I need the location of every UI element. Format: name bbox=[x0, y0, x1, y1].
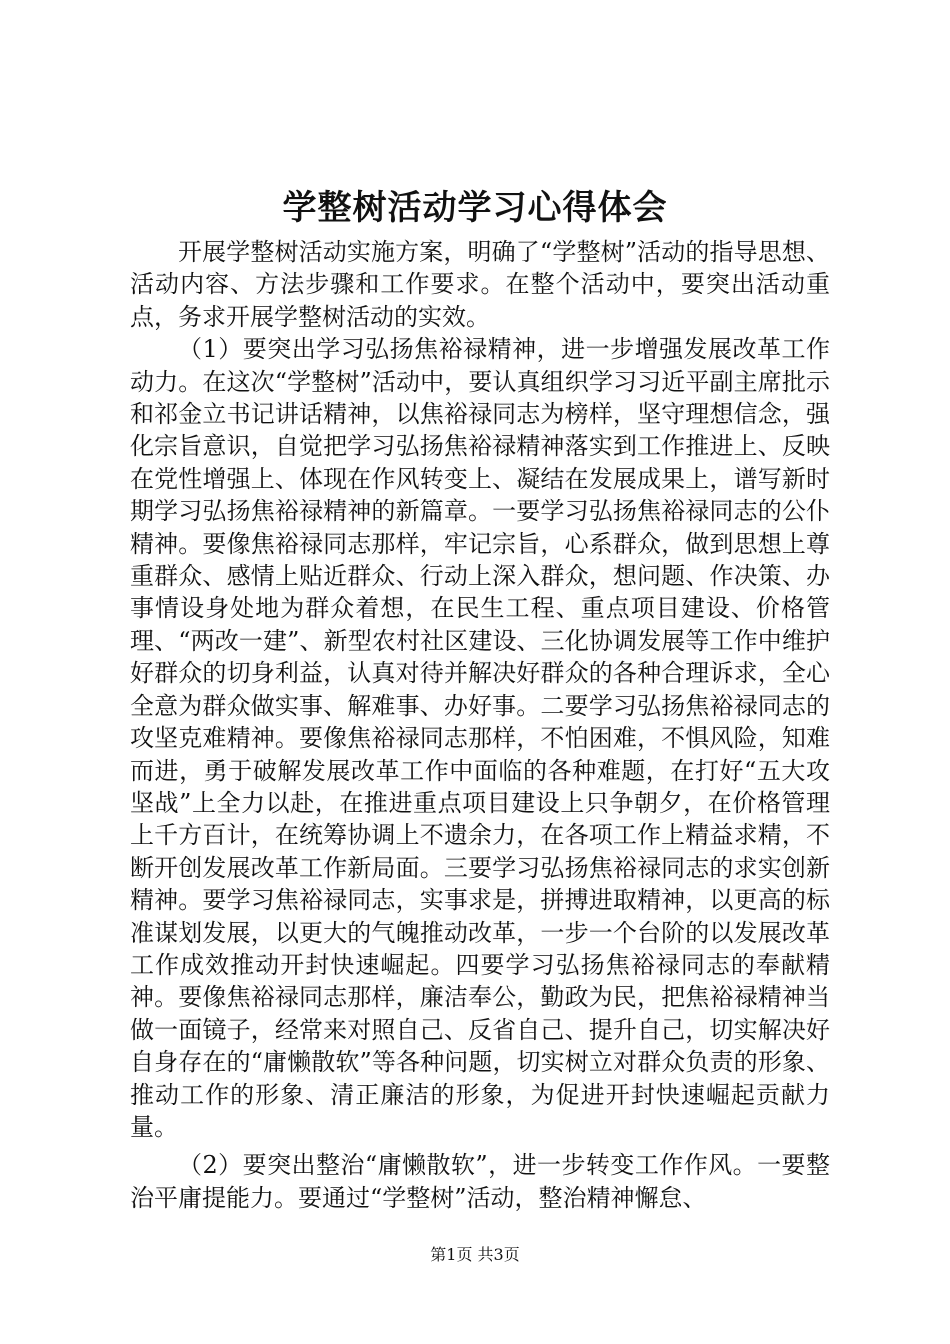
page-number-footer: 第1页 共3页 bbox=[430, 1245, 520, 1264]
paragraph-section-1: （1）要突出学习弘扬焦裕禄精神，进一步增强发展改革工作动力。在这次“学整树”活动中，要认真组织学习习近平副主席批示和祁金立书记讲话精神，以焦裕禄同志为榜样，坚守理想信念，强化宗旨意识，自觉把学习弘扬焦裕禄精神落实到工作推进上、反映在党性增强上、体现在作风转变上、凝结在发展成果上，谱写新时期学习弘扬焦裕禄精神的新篇章。一要学习弘扬焦裕禄同志的公仆精神。要像焦裕禄同志那样，牢记宗旨，心系群众，做到思想上尊重群众、感情上贴近群众、行动上深入群众，想问题、作决策、办事情设身处地为群众着想，在民生工程、重点项目建设、价格管理、“两改一建”、新型农村社区建设、三化协调发展等工作中维护好群众的切身利益，认真对待并解决好群众的各种合理诉求，全心全意为群众做实事、解难事、办好事。二要学习弘扬焦裕禄同志的攻坚克难精神。要像焦裕禄同志那样，不怕困难，不惧风险，知难而进，勇于破解发展改革工作中面临的各种难题，在打好“五大攻坚战”上全力以赴，在推进重点项目建设上只争朝夕，在价格管理上千方百计，在统筹协调上不遗余力，在各项工作上精益求精，不断开创发展改革工作新局面。三要学习弘扬焦裕禄同志的求实创新精神。要学习焦裕禄同志，实事求是，拼搏进取精神，以更高的标准谋划发展，以更大的气魄推动改革，一步一个台阶的以发展改革工作成效推动开封快速崛起。四要学习弘扬焦裕禄同志的奉献精神。要像焦裕禄同志那样，廉洁奉公，勤政为民，把焦裕禄精神当做一面镜子，经常来对照自己、反省自己、提升自己，切实解决好自身存在的“庸懒散软”等各种问题，切实树立对群众负责的形象、推动工作的形象、清正廉洁的形象，为促进开封快速崛起贡献力量。 bbox=[130, 335, 830, 1141]
document-title: 学整树活动学习心得体会 bbox=[282, 188, 668, 228]
paragraph-section-2: （2）要突出整治“庸懒散软”，进一步转变工作作风。一要整治平庸提能力。要通过“学整树”活动，整治精神懈怠、 bbox=[130, 1151, 830, 1212]
document-body bbox=[130, 236, 830, 1214]
paragraph-intro: 开展学整树活动实施方案，明确了“学整树”活动的指导思想、活动内容、方法步骤和工作要求。在整个活动中，要突出活动重点，务求开展学整树活动的实效。 bbox=[130, 238, 830, 331]
